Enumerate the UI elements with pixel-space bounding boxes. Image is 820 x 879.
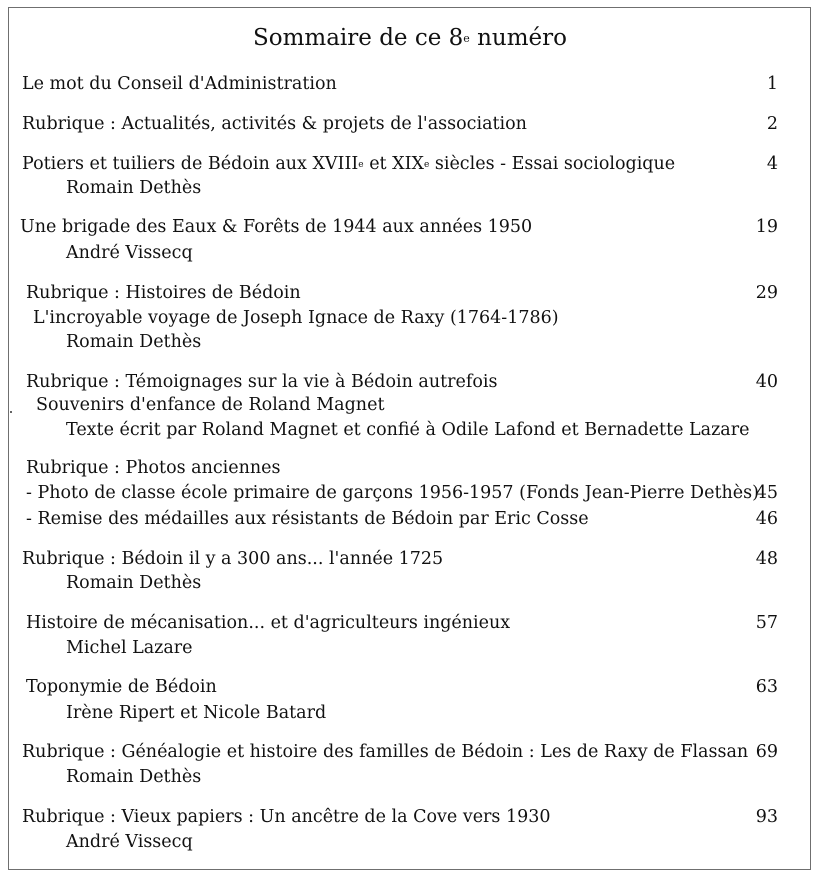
toc-entry-title: Histoire de mécanisation... et d'agriculteurs ingénieux [26, 613, 511, 633]
toc-entry-title: Rubrique : Témoignages sur la vie à Bédoin autrefois [26, 372, 498, 392]
toc-page-number: 1 [766, 74, 778, 94]
toc-entry-item: - Photo de classe école primaire de garçons 1956-1957 (Fonds Jean-Pierre Dethès) [26, 483, 759, 503]
stray-dot [10, 411, 12, 413]
toc-entry-title: Toponymie de Bédoin [26, 677, 217, 697]
toc-entry-title: Le mot du Conseil d'Administration [22, 74, 337, 94]
toc-entry-title: Rubrique : Actualités, activités & projets de l'association [22, 114, 527, 134]
toc-entry-item: - Remise des médailles aux résistants de Bédoin par Eric Cosse [26, 509, 589, 529]
toc-page-number: 4 [766, 154, 778, 174]
toc-entry-title: Rubrique : Vieux papiers : Un ancêtre de la Cove vers 1930 [22, 807, 551, 827]
toc-page-number: 48 [755, 549, 778, 569]
toc-page-number: 2 [766, 114, 778, 134]
toc-entry-title: Rubrique : Généalogie et histoire des familles de Bédoin : Les de Raxy de Flassan [22, 742, 749, 762]
toc-entry-subtitle: L'incroyable voyage de Joseph Ignace de Raxy (1764-1786) [33, 308, 559, 328]
toc-page-number: 19 [755, 217, 778, 237]
toc-entry-author: André Vissecq [66, 832, 193, 852]
toc-page-number: 45 [755, 483, 778, 503]
toc-page-number: 69 [755, 742, 778, 762]
toc-page-number: 63 [755, 677, 778, 697]
toc-entry-subtitle: Souvenirs d'enfance de Roland Magnet [36, 395, 385, 415]
toc-entry-author: Romain Dethès [66, 573, 202, 593]
toc-page-number: 93 [755, 807, 778, 827]
toc-entry-title: Rubrique : Photos anciennes [26, 458, 281, 478]
toc-entry-author: Texte écrit par Roland Magnet et confié à Odile Lafond et Bernadette Lazare [66, 420, 750, 440]
toc-entry-title: Rubrique : Bédoin il y a 300 ans... l'année 1725 [22, 549, 444, 569]
toc-page-number: 57 [755, 613, 778, 633]
page-title: Sommaire de ce 8e numéro [252, 25, 567, 51]
toc-entry-author: Irène Ripert et Nicole Batard [66, 703, 327, 723]
toc-page-number: 40 [755, 372, 778, 392]
toc-entry-title: Une brigade des Eaux & Forêts de 1944 aux années 1950 [20, 217, 533, 237]
toc-page-number: 46 [755, 509, 778, 529]
toc-entry-title: Rubrique : Histoires de Bédoin [26, 283, 301, 303]
toc-entry-author: Romain Dethès [66, 767, 202, 787]
toc-entry-author: Romain Dethès [66, 178, 202, 198]
toc-entry-author: Michel Lazare [66, 638, 193, 658]
toc-entry-author: Romain Dethès [66, 332, 202, 352]
toc-entry-title: Potiers et tuiliers de Bédoin aux XVIIIe et XIXe siècles - Essai sociologique [22, 154, 676, 174]
toc-page-number: 29 [755, 283, 778, 303]
toc-entry-author: André Vissecq [66, 243, 193, 263]
